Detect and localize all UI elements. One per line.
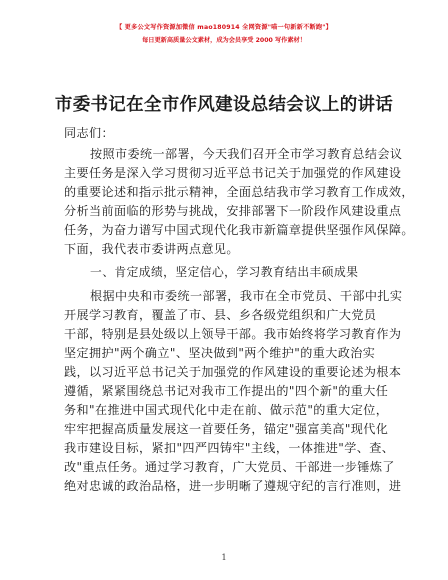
- paragraph-line: 坚定拥护"两个确立"、坚决做到"两个维护"的重大政治实: [64, 346, 376, 360]
- paragraph-line: 绝对忠诚的政治品格，进一步明晰了遵规守纪的言行准则，进: [64, 479, 402, 493]
- paragraph-line: 的重要论述和指示批示精神，全面总结我市学习教育工作成效，: [64, 185, 414, 199]
- paragraph-line: 我市建设目标，紧扣"四严四铸牢"主线，一体推进"学、查、: [64, 441, 395, 455]
- paragraph-line: 改"重点任务。通过学习教育，广大党员、干部进一步锤炼了: [64, 460, 395, 474]
- paragraph-line: 开展学习教育，覆盖了市、县、乡各级党组织和广大党员: [64, 308, 377, 322]
- paragraph-line: 遵循，紧紧围绕总书记对我市工作提出的"四个新"的重大任: [64, 384, 389, 398]
- page-number: 1: [221, 553, 227, 562]
- paragraph-line: 主要任务是深入学习贯彻习近平总书记关于加强党的作风建设: [64, 166, 402, 180]
- paragraph-line: 干部，特别是县处级以上领导干部。我市始终将学习教育作为: [64, 327, 402, 341]
- promo-banner-line-1: 【 更多公文写作资源加微信 mao180914 全网资源"喵一句新新不断跑"】: [115, 24, 333, 31]
- salutation: 同志们：: [64, 126, 114, 140]
- promo-banner-line-2: 每日更新高质量公文素材，成为会员享受 2000 写作素材！: [142, 37, 306, 44]
- paragraph-line: 按照市委统一部署，今天我们召开全市学习教育总结会议: [90, 147, 403, 161]
- paragraph-line: 下面，我代表市委讲两点意见。: [64, 242, 239, 256]
- document-title: 市委书记在全市作风建设总结会议上的讲话: [54, 95, 394, 115]
- paragraph-line: 分析当前面临的形势与挑战，安排部署下一阶段作风建设重点: [64, 204, 402, 218]
- section-heading: 一、肯定成绩，坚定信心，学习教育结出丰硕成果: [90, 265, 359, 279]
- paragraph-line: 任务，为奋力谱写中国式现代化我市新篇章提供坚强作风保障。: [64, 223, 414, 237]
- paragraph-line: 践，以习近平总书记关于加强党的作风建设的重要论述为根本: [64, 365, 402, 379]
- paragraph-line: 牢牢把握高质量发展这一首要任务，锚定"强富美高"现代化: [64, 422, 389, 436]
- paragraph-line: 根据中央和市委统一部署，我市在全市党员、干部中扎实: [90, 289, 403, 303]
- paragraph-line: 务和"在推进中国式现代化中走在前、做示范"的重大定位，: [64, 403, 389, 417]
